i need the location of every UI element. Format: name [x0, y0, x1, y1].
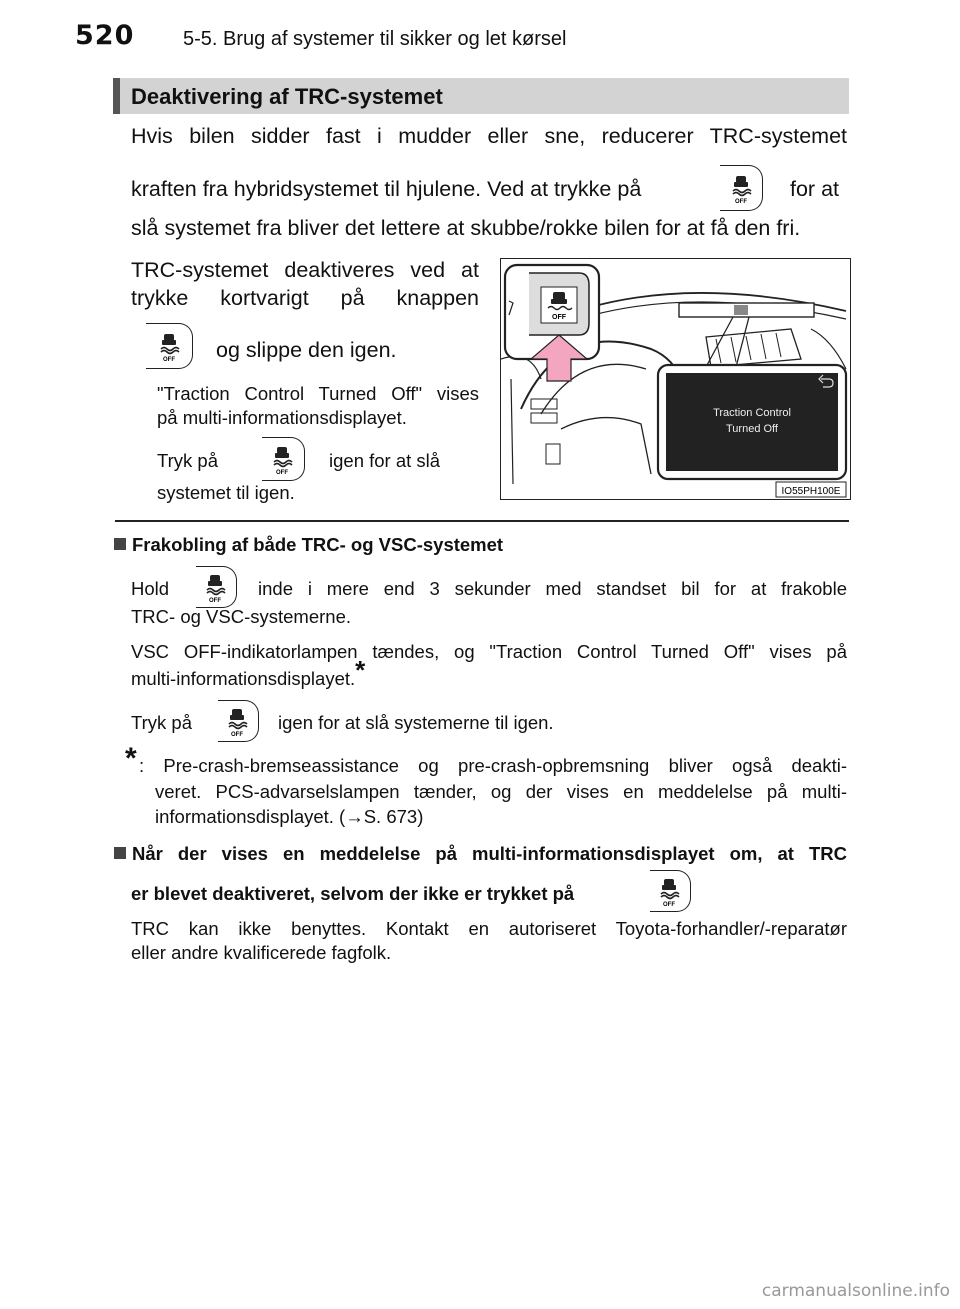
dashboard-drawing — [501, 259, 850, 499]
section-header — [113, 78, 849, 114]
sub1-line-1b: inde i mere end 3 sekunder med standset bil for at frakoble — [258, 578, 847, 599]
section-divider — [115, 520, 849, 522]
screen-text-line-2: Turned Off — [726, 423, 778, 435]
car-skid-icon — [222, 703, 252, 739]
figure-code: IO55PH100E — [781, 486, 841, 497]
deactivate-note-2b: igen for at slå — [329, 450, 441, 471]
deactivate-note-2c: systemet til igen. — [157, 482, 295, 503]
page-number: 520 — [75, 20, 135, 51]
sub1-line-4-text: multi-informationsdisplayet. — [131, 668, 356, 689]
car-skid-icon — [154, 328, 184, 364]
svg-text:OFF: OFF — [231, 732, 243, 738]
deactivate-line-3: og slippe den igen. — [216, 338, 397, 362]
sub2-heading-line-2: er blevet deaktiveret, selvom der ikke er trykket på — [131, 883, 575, 904]
deactivate-line-2: trykke kortvarigt på knappen — [131, 286, 479, 310]
sub2-heading-line-1 — [114, 842, 847, 866]
sub2-line-2: eller andre kvalificerede fagfolk. — [131, 942, 392, 963]
trc-off-button-icon — [146, 323, 193, 369]
sub1-line-2: TRC- og VSC-systemerne. — [131, 606, 351, 627]
trc-off-button-icon — [650, 870, 691, 912]
heading-bullet — [114, 847, 126, 859]
sub1-heading — [114, 533, 503, 557]
trc-off-button-icon — [262, 437, 305, 481]
deactivate-note-1b: på multi-informationsdisplayet. — [157, 407, 407, 428]
car-skid-icon — [267, 441, 297, 477]
intro-line-2a: kraften fra hybridsystemet til hjulene. Ved at trykke på — [131, 177, 642, 201]
trc-off-button-icon — [196, 566, 237, 608]
intro-line-2b: for at — [790, 177, 839, 201]
svg-text:OFF: OFF — [276, 470, 288, 476]
svg-text:OFF: OFF — [735, 199, 747, 205]
svg-text:OFF: OFF — [163, 357, 175, 363]
screen-text-line-1: Traction Control — [713, 407, 791, 419]
sub1-line-5b: igen for at slå systemerne til igen. — [278, 712, 554, 733]
sub1-line-4 — [131, 655, 366, 691]
sub2-line-1: TRC kan ikke benyttes. Kontakt en autoriseret Toyota-forhandler/-reparatør — [131, 918, 847, 939]
intro-line-1: Hvis bilen sidder fast i mudder eller sne, reducerer TRC-systemet — [131, 124, 847, 148]
figure-button-label: OFF — [552, 314, 566, 321]
sub1-line-5a: Tryk på — [131, 712, 192, 733]
deactivate-note-1: "Traction Control Turned Off" vises — [157, 383, 479, 404]
sub2-heading-text: Når der vises en meddelelse på multi-informationsdisplayet om, at TRC — [132, 843, 847, 864]
section-marker — [113, 78, 120, 114]
footnote-line-2: veret. PCS-advarselslampen tænder, og der vises en meddelelse på multi- — [155, 781, 847, 802]
intro-line-3: slå systemet fra bliver det lettere at skubbe/rokke bilen for at få den fri. — [131, 216, 801, 240]
deactivate-note-2a: Tryk på — [157, 450, 218, 471]
section-title: Deaktivering af TRC-systemet — [131, 84, 443, 109]
heading-bullet — [114, 538, 126, 550]
watermark: carmanualsonline.info — [761, 1281, 950, 1301]
sub1-line-1a: Hold — [131, 578, 170, 599]
footnote-reference: * — [355, 655, 366, 685]
car-skid-icon — [654, 873, 684, 909]
footnote-line-1: : Pre-crash-bremseassistance og pre-crash-opbremsning bliver også deakti- — [139, 755, 847, 776]
sub1-heading-text: Frakobling af både TRC- og VSC-systemet — [132, 534, 504, 555]
sub1-line-3: VSC OFF-indikatorlampen tændes, og "Traction Control Turned Off" vises på — [131, 641, 847, 662]
car-skid-icon — [200, 569, 230, 605]
footnote-line-3: informationsdisplayet. (→S. 673) — [155, 806, 424, 827]
chapter-title: 5-5. Brug af systemer til sikker og let kørsel — [183, 28, 567, 50]
car-skid-icon — [726, 170, 756, 206]
svg-text:OFF: OFF — [663, 902, 675, 908]
dashboard-illustration — [500, 258, 851, 500]
svg-text:OFF: OFF — [209, 598, 221, 604]
deactivate-line-1: TRC-systemet deaktiveres ved at — [131, 258, 479, 282]
footnote-mark: * — [125, 742, 137, 775]
trc-off-button-icon — [720, 165, 763, 211]
trc-off-button-icon — [218, 700, 259, 742]
